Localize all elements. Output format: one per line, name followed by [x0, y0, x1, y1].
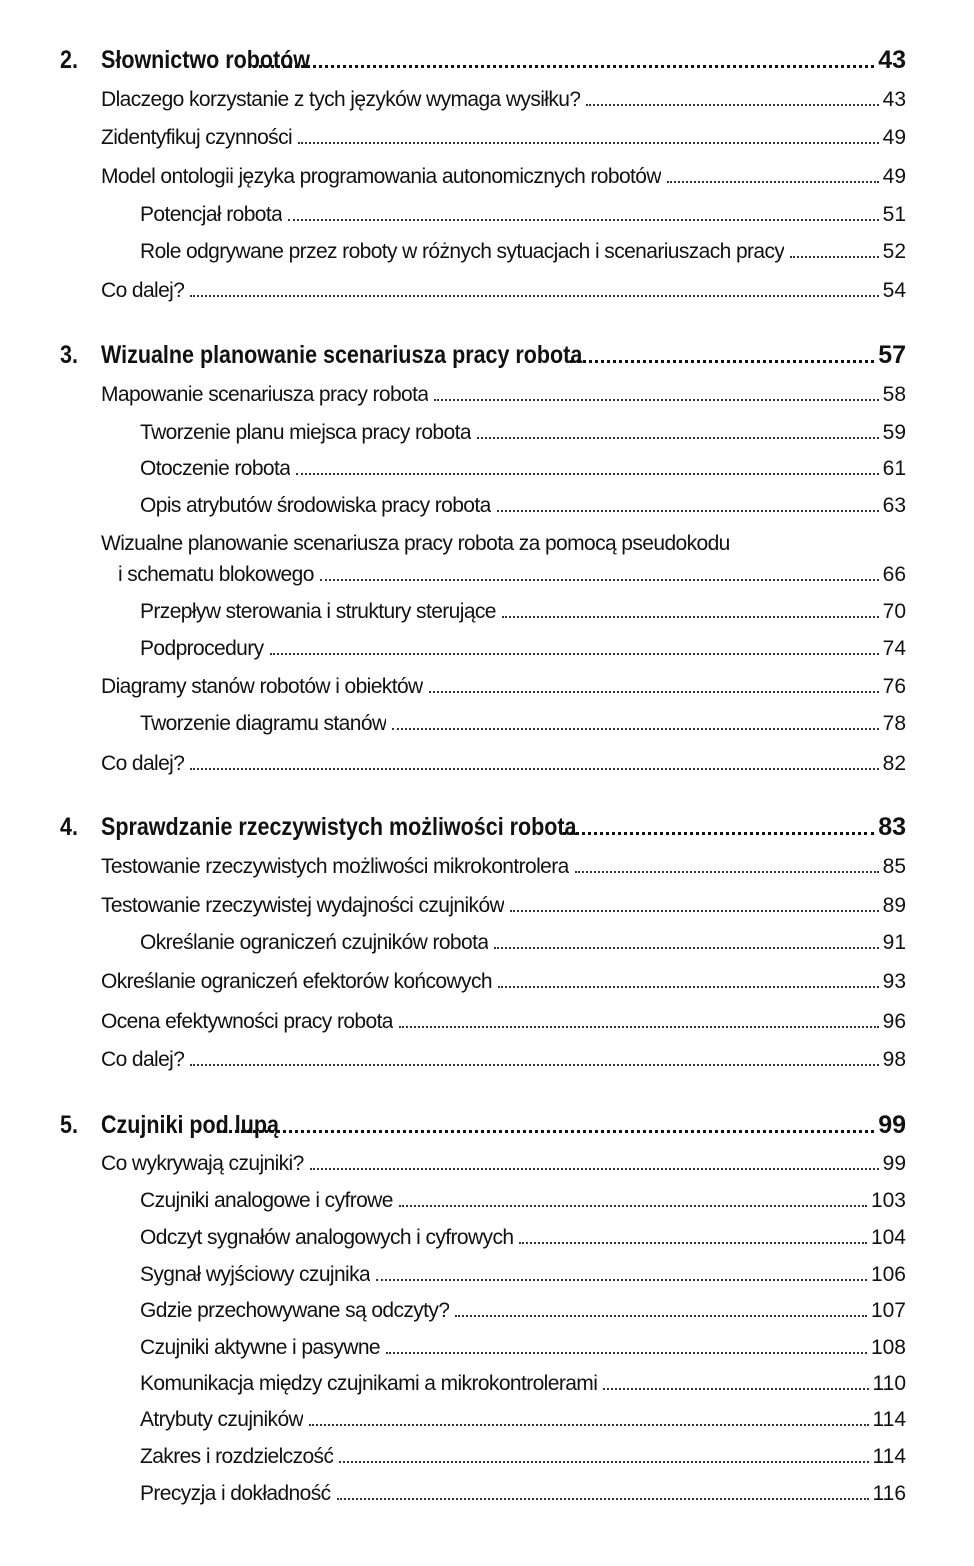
entry-title: Określanie ograniczeń czujników robota [140, 931, 489, 954]
entry-title: Odczyt sygnałów analogowych i cyfrowych [140, 1226, 514, 1249]
chapter-page: 99 [878, 1111, 906, 1139]
dot-leader [519, 1241, 867, 1244]
entry-title: Podprocedury [140, 637, 264, 660]
dot-leader [190, 1063, 878, 1066]
dot-leader [288, 218, 878, 221]
dot-leader [399, 1025, 879, 1028]
toc-subentry[interactable] [140, 600, 906, 624]
toc-entry[interactable] [101, 88, 906, 112]
entry-page: 91 [882, 931, 906, 954]
entry-page: 89 [882, 894, 906, 917]
toc-entry-multiline[interactable] [101, 532, 906, 556]
toc-subentry[interactable] [140, 240, 906, 264]
toc-entry[interactable] [101, 855, 906, 879]
entry-title: Co dalej? [101, 1048, 185, 1071]
toc-entry[interactable] [101, 165, 906, 189]
toc-subentry[interactable] [140, 637, 906, 661]
entry-title: Otoczenie robota [140, 457, 291, 480]
entry-title: Gdzie przechowywane są odczyty? [140, 1299, 450, 1322]
toc-entry[interactable] [101, 894, 906, 918]
chapter-page: 43 [878, 46, 906, 74]
entry-title: Ocena efektywności pracy robota [101, 1010, 393, 1033]
toc-entry[interactable] [101, 126, 906, 150]
entry-title: Co wykrywają czujniki? [101, 1152, 304, 1175]
entry-title: Tworzenie planu miejsca pracy robota [140, 421, 471, 444]
dot-leader [502, 615, 879, 618]
entry-title: Model ontologii języka programowania autonomicznych robotów [101, 165, 661, 188]
entry-page: 74 [882, 637, 906, 660]
toc-subentry[interactable] [140, 1299, 906, 1323]
dot-leader [270, 652, 879, 655]
toc-subentry[interactable] [140, 494, 906, 518]
entry-page: 66 [882, 563, 906, 586]
dot-leader [434, 398, 878, 401]
entry-page: 49 [882, 165, 906, 188]
entry-page: 61 [882, 457, 906, 480]
entry-page: 114 [872, 1445, 906, 1468]
dot-leader [586, 103, 878, 106]
dot-leader [310, 1167, 879, 1170]
entry-title: Sygnał wyjściowy czujnika [140, 1263, 371, 1286]
entry-page: 99 [882, 1152, 906, 1175]
entry-title: Atrybuty czujników [140, 1408, 304, 1431]
dot-leader [298, 141, 879, 144]
entry-title: Zakres i rozdzielczość [140, 1445, 334, 1468]
entry-page: 49 [882, 126, 906, 149]
entry-page: 58 [882, 383, 906, 406]
entry-title: Tworzenie diagramu stanów [140, 712, 387, 735]
dot-leader [337, 1497, 869, 1500]
dot-leader [477, 436, 879, 439]
dot-leader [339, 1460, 868, 1463]
entry-title: Testowanie rzeczywistej wydajności czujników [101, 894, 505, 917]
dot-leader [575, 870, 879, 873]
entry-page: 98 [882, 1048, 906, 1071]
dot-leader [455, 1314, 867, 1317]
chapter-page: 57 [878, 341, 906, 369]
dot-leader [253, 64, 874, 68]
toc-subentry[interactable] [140, 1226, 906, 1250]
entry-title: Potencjał robota [140, 203, 283, 226]
entry-title: Role odgrywane przez roboty w różnych sytuacjach i scenariuszach pracy [140, 240, 785, 263]
dot-leader [217, 1129, 874, 1133]
toc-subentry[interactable] [140, 203, 906, 227]
entry-page: 43 [882, 88, 906, 111]
dot-leader [392, 727, 878, 730]
chapter-number: 3. [60, 341, 78, 369]
toc-entry[interactable] [101, 752, 906, 776]
entry-title-continuation: i schematu blokowego [118, 563, 314, 586]
entry-title: Określanie ograniczeń efektorów końcowych [101, 970, 492, 993]
entry-title: Precyzja i dokładność [140, 1482, 331, 1505]
entry-page: 107 [870, 1299, 906, 1322]
entry-page: 110 [872, 1372, 906, 1395]
entry-title: Opis atrybutów środowiska pracy robota [140, 494, 491, 517]
chapter-title: Sprawdzanie rzeczywistych możliwości robota [101, 813, 577, 841]
entry-title: Diagramy stanów robotów i obiektów [101, 675, 423, 698]
chapter-heading[interactable] [101, 341, 906, 370]
entry-page: 104 [870, 1226, 906, 1249]
chapter-heading[interactable] [101, 1111, 906, 1140]
toc-subentry[interactable] [140, 931, 906, 955]
toc-subentry[interactable] [140, 1263, 906, 1287]
toc-entry[interactable] [101, 383, 906, 407]
entry-title: Przepływ sterowania i struktury sterujące [140, 600, 496, 623]
entry-page: 85 [882, 855, 906, 878]
dot-leader [376, 1278, 867, 1281]
dot-leader [510, 909, 879, 912]
dot-leader [498, 985, 879, 988]
chapter-title: Czujniki pod lupą [101, 1111, 279, 1139]
entry-title: Wizualne planowanie scenariusza pracy robota za pomocą pseudokodu [101, 532, 730, 555]
dot-leader [563, 831, 874, 835]
toc-entry[interactable] [101, 675, 906, 699]
toc-entry-continuation[interactable] [118, 563, 906, 587]
entry-page: 51 [882, 203, 906, 226]
chapter-heading[interactable] [101, 813, 906, 842]
dot-leader [667, 180, 879, 183]
toc-subentry[interactable] [140, 1336, 906, 1360]
entry-page: 70 [882, 600, 906, 623]
dot-leader [320, 578, 879, 581]
chapter-page: 83 [878, 813, 906, 841]
entry-page: 59 [882, 421, 906, 444]
entry-page: 116 [872, 1482, 906, 1505]
entry-page: 96 [882, 1010, 906, 1033]
dot-leader [386, 1351, 867, 1354]
entry-page: 63 [882, 494, 906, 517]
toc-entry[interactable] [101, 1152, 906, 1176]
dot-leader [190, 294, 878, 297]
chapter-title: Słownictwo robotów [101, 46, 311, 74]
entry-title: Czujniki analogowe i cyfrowe [140, 1189, 393, 1212]
toc-subentry[interactable] [140, 712, 906, 736]
entry-page: 114 [872, 1408, 906, 1431]
toc-subentry[interactable] [140, 1372, 906, 1396]
dot-leader [296, 472, 878, 475]
entry-page: 82 [882, 752, 906, 775]
toc-subentry[interactable] [140, 1189, 906, 1213]
dot-leader [494, 946, 878, 949]
entry-page: 76 [882, 675, 906, 698]
dot-leader [429, 690, 879, 693]
entry-page: 54 [882, 279, 906, 302]
entry-title: Co dalej? [101, 279, 185, 302]
entry-page: 106 [870, 1263, 906, 1286]
chapter-title: Wizualne planowanie scenariusza pracy robota [101, 341, 583, 369]
toc-entry[interactable] [101, 1010, 906, 1034]
chapter-number: 2. [60, 46, 78, 74]
entry-page: 93 [882, 970, 906, 993]
dot-leader [190, 767, 878, 770]
toc-subentry[interactable] [140, 1482, 906, 1506]
dot-leader [570, 359, 874, 363]
dot-leader [790, 255, 878, 258]
entry-title: Testowanie rzeczywistych możliwości mikrokontrolera [101, 855, 569, 878]
entry-title: Zidentyfikuj czynności [101, 126, 293, 149]
entry-page: 52 [882, 240, 906, 263]
dot-leader [309, 1423, 868, 1426]
toc-subentry[interactable] [140, 457, 906, 481]
toc-subentry[interactable] [140, 1408, 906, 1432]
toc-entry[interactable] [101, 279, 906, 303]
chapter-number: 5. [60, 1111, 78, 1139]
toc-entry[interactable] [101, 970, 906, 994]
toc-subentry[interactable] [140, 1445, 906, 1469]
chapter-number: 4. [60, 813, 78, 841]
entry-page: 108 [870, 1336, 906, 1359]
entry-page: 78 [882, 712, 906, 735]
chapter-heading[interactable] [101, 46, 906, 75]
toc-subentry[interactable] [140, 421, 906, 445]
entry-title: Dlaczego korzystanie z tych języków wymaga wysiłku? [101, 88, 581, 111]
dot-leader [497, 509, 879, 512]
entry-page: 103 [870, 1189, 906, 1212]
toc-entry[interactable] [101, 1048, 906, 1072]
entry-title: Czujniki aktywne i pasywne [140, 1336, 381, 1359]
dot-leader [603, 1387, 868, 1390]
entry-title: Co dalej? [101, 752, 185, 775]
dot-leader [399, 1204, 867, 1207]
entry-title: Mapowanie scenariusza pracy robota [101, 383, 429, 406]
entry-title: Komunikacja między czujnikami a mikrokontrolerami [140, 1372, 598, 1395]
